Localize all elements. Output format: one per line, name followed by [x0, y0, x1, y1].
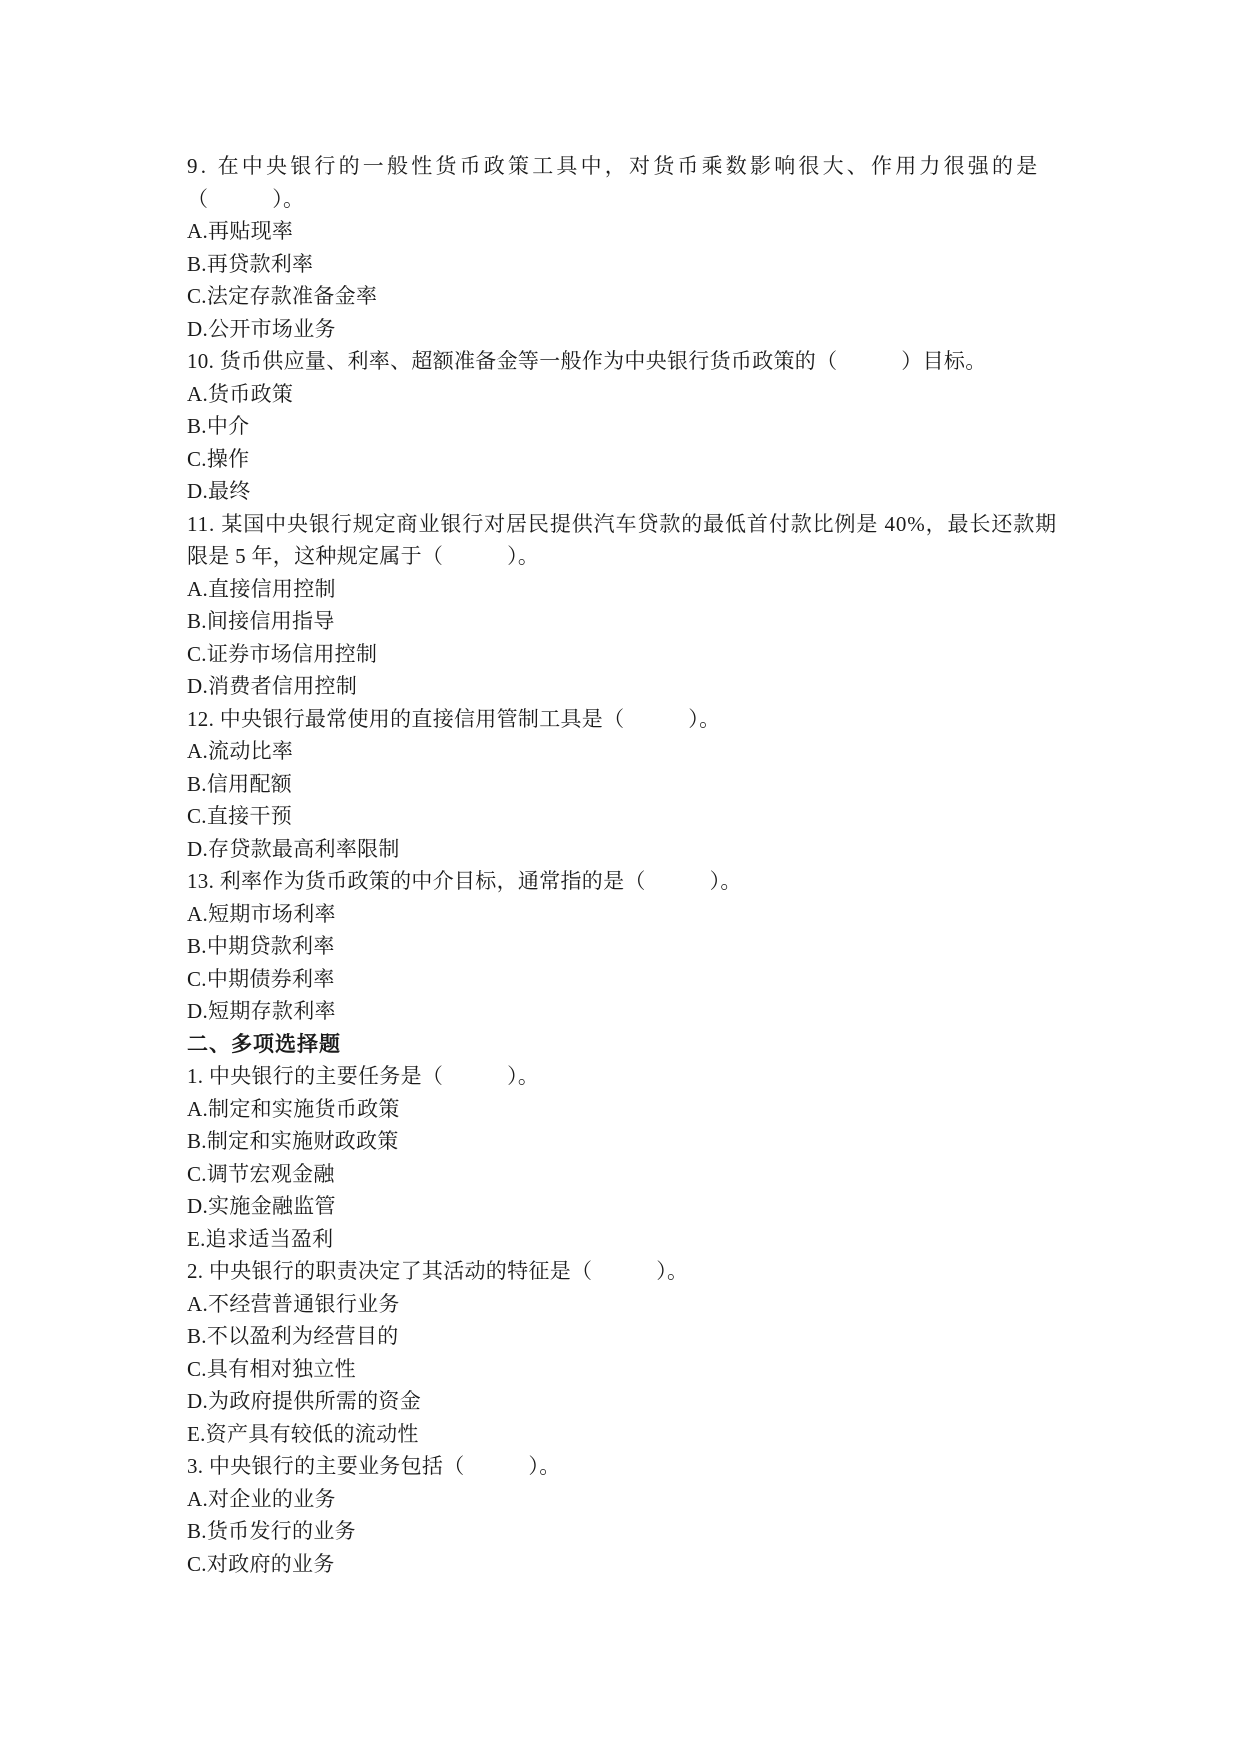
mc-question-1-option-c: C.调节宏观金融	[187, 1161, 335, 1186]
mc-question-2-option-d: D.为政府提供所需的资金	[187, 1389, 422, 1413]
mc-question-3-option-b: B.货币发行的业务	[187, 1519, 356, 1543]
mc-question-3-option-c: C.对政府的业务	[187, 1551, 335, 1576]
question-10-text: 10. 货币供应量、利率、超额准备金等一般作为中央银行货币政策的（ ）目标。	[187, 349, 987, 373]
question-11-option-b: B.间接信用指导	[187, 609, 335, 633]
question-9-blank: （ ）。	[187, 186, 305, 211]
mc-question-2-option-a: A.不经营普通银行业务	[187, 1291, 400, 1316]
question-12-option-d: D.存贷款最高利率限制	[187, 836, 400, 861]
mc-question-2-option-e: E.资产具有较低的流动性	[187, 1421, 419, 1446]
question-10-option-a: A.货币政策	[187, 381, 294, 406]
mc-question-3-option-a: A.对企业的业务	[187, 1486, 336, 1511]
question-12-text: 12. 中央银行最常使用的直接信用管制工具是（ ）。	[187, 706, 721, 731]
question-12-option-a: A.流动比率	[187, 739, 294, 763]
question-13-option-d: D.短期存款利率	[187, 999, 336, 1023]
question-13-option-a: A.短期市场利率	[187, 901, 336, 926]
question-11-option-c: C.证券市场信用控制	[187, 641, 378, 666]
mc-question-2-option-c: C.具有相对独立性	[187, 1356, 356, 1381]
question-13-option-c: C.中期债券利率	[187, 966, 335, 991]
mc-question-1-text: 1. 中央银行的主要任务是（ ）。	[187, 1064, 540, 1088]
question-10-option-c: C.操作	[187, 446, 250, 471]
mc-question-1-option-e: E.追求适当盈利	[187, 1226, 334, 1251]
section-heading-multiple-choice: 二、多项选择题	[187, 1031, 341, 1056]
question-13-option-b: B.中期贷款利率	[187, 934, 335, 958]
question-13-text: 13. 利率作为货币政策的中介目标，通常指的是（ ）。	[187, 869, 742, 893]
question-9-option-a: A.再贴现率	[187, 219, 294, 243]
document-page	[187, 150, 1067, 1580]
question-11-option-d: D.消费者信用控制	[187, 674, 358, 698]
question-10-option-d: D.最终	[187, 479, 251, 503]
question-10-option-b: B.中介	[187, 414, 250, 438]
mc-question-3-text: 3. 中央银行的主要业务包括（ ）。	[187, 1454, 561, 1478]
question-11-option-a: A.直接信用控制	[187, 576, 336, 601]
question-11-text: 11. 某国中央银行规定商业银行对居民提供汽车贷款的最低首付款比例是 40%，最长还款期	[187, 511, 1058, 536]
mc-question-1-option-a: A.制定和实施货币政策	[187, 1096, 400, 1121]
question-9-text: 9. 在中央银行的一般性货币政策工具中，对货币乘数影响很大、作用力很强的是	[187, 154, 1041, 178]
question-9-option-c: C.法定存款准备金率	[187, 284, 378, 308]
mc-question-2-text: 2. 中央银行的职责决定了其活动的特征是（ ）。	[187, 1259, 689, 1283]
mc-question-2-option-b: B.不以盈利为经营目的	[187, 1324, 399, 1348]
mc-question-1-option-b: B.制定和实施财政政策	[187, 1129, 399, 1153]
question-9-option-b: B.再贷款利率	[187, 251, 314, 276]
mc-question-1-option-d: D.实施金融监管	[187, 1194, 336, 1218]
question-12-option-c: C.直接干预	[187, 804, 293, 828]
question-11-text-cont: 限是 5 年，这种规定属于（ ）。	[187, 544, 540, 568]
question-9-option-d: D.公开市场业务	[187, 316, 336, 341]
question-12-option-b: B.信用配额	[187, 771, 293, 796]
